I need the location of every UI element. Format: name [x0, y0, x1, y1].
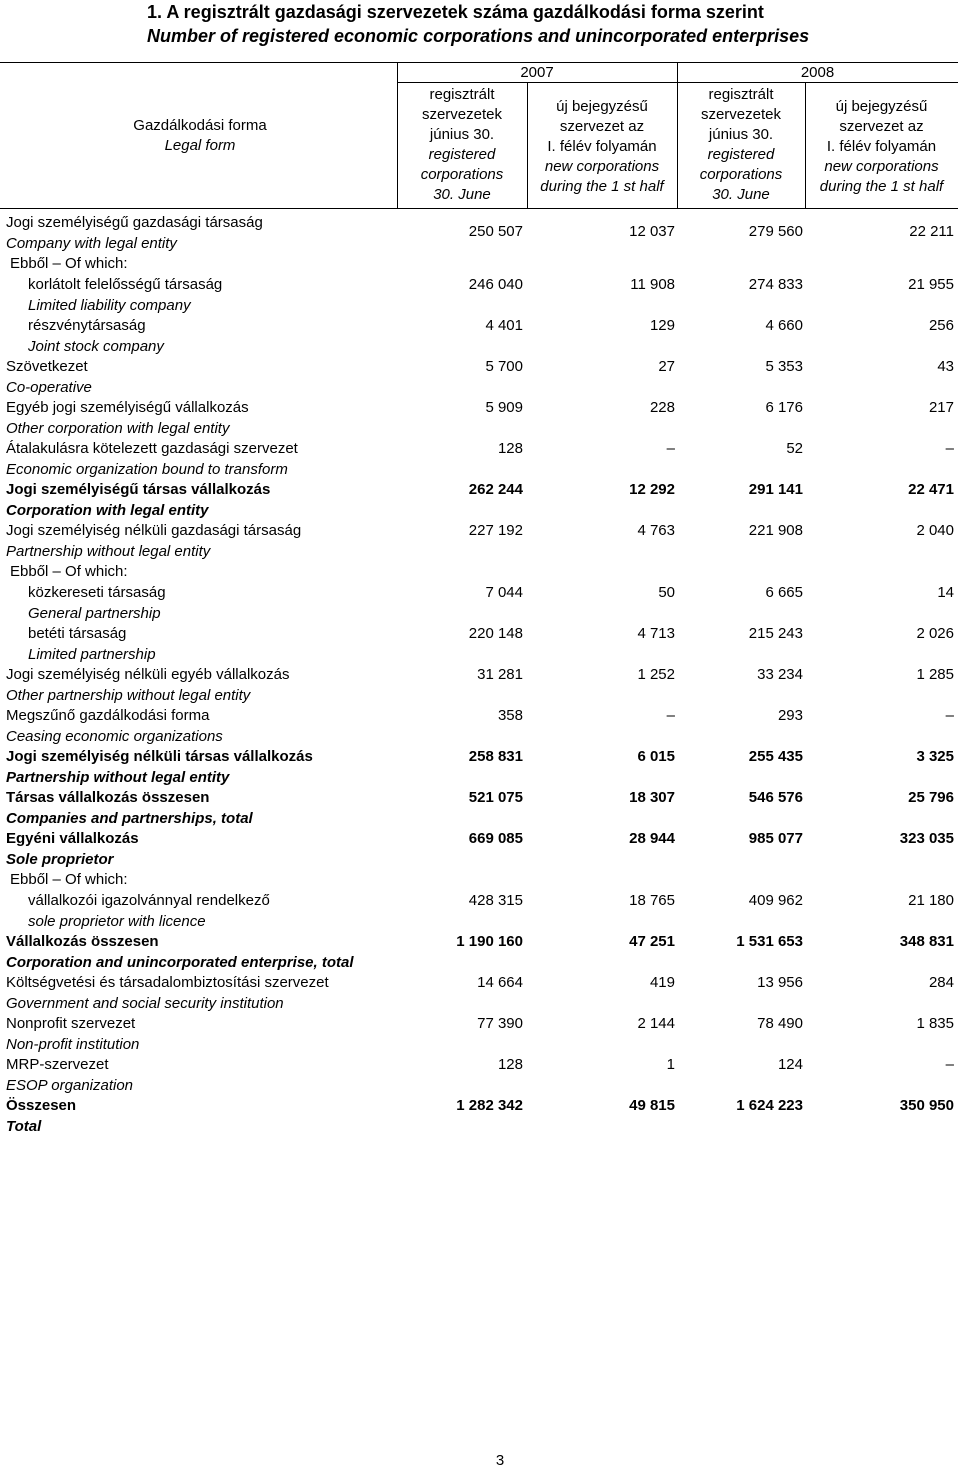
row-label: [6, 357, 92, 398]
year-2008: 2008: [800, 64, 835, 81]
cell-2008-new: 1 835: [916, 1015, 954, 1032]
hdr-line: szervezet az: [559, 118, 645, 135]
label-en: Total: [6, 1117, 42, 1135]
cell-2007-registered: 428 315: [468, 892, 523, 909]
label-hu: Átalakulásra kötelezett gazdasági szervezet: [6, 440, 298, 457]
row-label: [6, 1096, 76, 1137]
cell-2008-new: 43: [937, 358, 954, 375]
label-hu: Jogi személyiség nélküli egyéb vállalkozás: [6, 666, 290, 683]
cell-2007-registered: 521 075: [468, 789, 523, 806]
cell-2008-registered: 1 624 223: [736, 1097, 803, 1114]
row-label: [6, 891, 270, 932]
cell-2008-registered: 1 531 653: [736, 933, 803, 950]
cell-2008-registered: 221 908: [748, 522, 803, 539]
cell-2008-new: –: [945, 440, 954, 457]
cell-2007-new: 12 037: [629, 223, 675, 240]
cell-2008-new: –: [945, 707, 954, 724]
new-header-2008: [805, 97, 958, 197]
label-hu: részvénytársaság: [28, 317, 146, 334]
row-label: [6, 1055, 133, 1096]
cell-2007-registered: 31 281: [477, 666, 523, 683]
cell-2008-new: 2 026: [916, 625, 954, 642]
label-en: Limited partnership: [28, 645, 156, 663]
cell-2007-registered: 5 700: [485, 358, 523, 375]
label-hu: Ebből – Of which:: [10, 563, 128, 580]
cell-2008-new: 14: [937, 584, 954, 601]
cell-2007-new: 12 292: [629, 481, 675, 498]
cell-2008-registered: 274 833: [748, 276, 803, 293]
cell-2008-registered: 255 435: [748, 748, 803, 765]
cell-2008-new: 217: [928, 399, 954, 416]
hdr-line: registered: [428, 146, 496, 163]
label-hu: Szövetkezet: [6, 358, 88, 375]
cell-2008-registered: 5 353: [765, 358, 803, 375]
label-hu: Jogi személyiségű társas vállalkozás: [6, 481, 271, 498]
hdr-line: új bejegyzésű: [556, 98, 648, 115]
cell-2008-new: 323 035: [899, 830, 954, 847]
cell-2007-new: 2 144: [637, 1015, 675, 1032]
cell-2007-new: 1 252: [637, 666, 675, 683]
cell-2008-new: 25 796: [908, 789, 954, 806]
label-en: Other corporation with legal entity: [6, 419, 230, 437]
cell-2008-registered: 52: [786, 440, 803, 457]
label-en: Company with legal entity: [6, 234, 177, 252]
cell-2007-new: 4 713: [637, 625, 675, 642]
label-hu: Nonprofit szervezet: [6, 1015, 136, 1032]
label-hu: MRP-szervezet: [6, 1056, 109, 1073]
label-hu: korlátolt felelősségű társaság: [28, 276, 223, 293]
of-which-label: [10, 562, 128, 583]
cell-2008-new: 3 325: [916, 748, 954, 765]
label-hu: Ebből – Of which:: [10, 255, 128, 272]
label-en: Partnership without legal entity: [6, 768, 230, 786]
label-en: Other partnership without legal entity: [6, 686, 251, 704]
hdr-line: szervezet az: [839, 118, 924, 135]
row-label: [6, 932, 354, 973]
cell-2008-registered: 409 962: [748, 892, 803, 909]
cell-2007-new: –: [666, 707, 675, 724]
hdr-line: regisztrált: [429, 86, 495, 103]
hdr-line: corporations: [699, 166, 783, 183]
label-en: Non-profit institution: [6, 1035, 140, 1053]
cell-2007-registered: 14 664: [477, 974, 523, 991]
hdr-line: 30. June: [433, 186, 491, 203]
cell-2007-new: 28 944: [629, 830, 675, 847]
cell-2008-registered: 4 660: [765, 317, 803, 334]
cell-2008-new: 348 831: [899, 933, 954, 950]
cell-2008-new: 21 180: [908, 892, 954, 909]
cell-2007-registered: 220 148: [468, 625, 523, 642]
cell-2007-new: 419: [649, 974, 675, 991]
cell-2008-registered: 279 560: [748, 223, 803, 240]
hdr-line: registered: [707, 146, 775, 163]
cell-2007-new: 49 815: [629, 1097, 675, 1114]
row-label: [6, 665, 289, 706]
cell-2007-new: 11 908: [630, 276, 675, 293]
cell-2007-new: 4 763: [637, 522, 675, 539]
row-label: [6, 973, 329, 1014]
cell-2007-registered: 262 244: [468, 481, 523, 498]
cell-2007-registered: 246 040: [468, 276, 523, 293]
label-en: Sole proprietor: [6, 850, 114, 868]
row-label: [6, 213, 263, 254]
page-number: 3: [495, 1452, 505, 1469]
label-en: Corporation with legal entity: [6, 501, 209, 519]
cell-2008-new: 2 040: [916, 522, 954, 539]
cell-2008-registered: 215 243: [748, 625, 803, 642]
row-label: [6, 1014, 139, 1055]
label-en: Ceasing economic organizations: [6, 727, 223, 745]
label-en: Companies and partnerships, total: [6, 809, 253, 827]
label-hu: Vállalkozás összesen: [6, 933, 159, 950]
hdr-line: I. félév folyamán: [547, 138, 657, 155]
label-hu: Ebből – Of which:: [10, 871, 128, 888]
label-hu: Egyéni vállalkozás: [6, 830, 139, 847]
of-which-label: [10, 254, 128, 275]
label-hu: Társas vállalkozás összesen: [6, 789, 210, 806]
label-en: Partnership without legal entity: [6, 542, 211, 560]
label-hu: közkereseti társaság: [28, 584, 166, 601]
cell-2007-registered: 5 909: [485, 399, 523, 416]
row-label: [6, 275, 222, 316]
cell-2008-registered: 293: [777, 707, 803, 724]
cell-2007-registered: 77 390: [477, 1015, 523, 1032]
cell-2007-registered: 227 192: [468, 522, 523, 539]
label-en: Government and social security institution: [6, 994, 284, 1012]
hdr-line: regisztrált: [708, 86, 774, 103]
of-which-label: [10, 870, 128, 891]
label-hu: betéti társaság: [28, 625, 127, 642]
cell-2008-new: 256: [928, 317, 954, 334]
label-hu: Jogi személyiség nélküli társas vállalkozás: [6, 748, 313, 765]
label-hu: vállalkozói igazolvánnyal rendelkező: [28, 892, 270, 909]
cell-2008-new: 284: [928, 974, 954, 991]
cell-2008-registered: 291 141: [748, 481, 803, 498]
row-label: [6, 788, 253, 829]
cell-2007-new: 129: [649, 317, 675, 334]
cell-2007-new: 18 307: [629, 789, 675, 806]
label-en: Joint stock company: [28, 337, 164, 355]
row-label: [6, 398, 249, 439]
cell-2007-new: 27: [658, 358, 675, 375]
year-2007: 2007: [520, 64, 554, 81]
cell-2007-registered: 358: [497, 707, 523, 724]
hdr-line: június 30.: [429, 126, 495, 143]
cell-2007-new: 50: [658, 584, 675, 601]
label-en: Limited liability company: [28, 296, 191, 314]
cell-2007-registered: 258 831: [468, 748, 523, 765]
label-en: General partnership: [28, 604, 161, 622]
cell-2008-registered: 13 956: [757, 974, 803, 991]
label-hu: Költségvetési és társadalombiztosítási szervezet: [6, 974, 329, 991]
cell-2008-registered: 6 665: [765, 584, 803, 601]
cell-2007-registered: 1 190 160: [456, 933, 523, 950]
label-hu: Megszűnő gazdálkodási forma: [6, 707, 210, 724]
cell-2007-registered: 1 282 342: [456, 1097, 523, 1114]
cell-2008-new: 350 950: [899, 1097, 954, 1114]
label-hu: Összesen: [6, 1097, 77, 1114]
cell-2008-new: 21 955: [908, 276, 954, 293]
label-en: Corporation and unincorporated enterprise, total: [6, 953, 354, 971]
hdr-line: new corporations: [544, 158, 660, 175]
label-en: Co-operative: [6, 378, 92, 396]
hdr-line: during the 1 st half: [540, 178, 664, 195]
hdr-line: 30. June: [712, 186, 770, 203]
cell-2007-registered: 4 401: [485, 317, 523, 334]
cell-2008-registered: 546 576: [748, 789, 803, 806]
label-hu: Jogi személyiség nélküli gazdasági társaság: [6, 522, 302, 539]
row-label: [6, 706, 223, 747]
label-hu: Jogi személyiségű gazdasági társaság: [6, 214, 263, 231]
cell-2008-registered: 124: [777, 1056, 803, 1073]
cell-2007-new: 18 765: [629, 892, 675, 909]
cell-2008-registered: 33 234: [757, 666, 803, 683]
cell-2008-registered: 78 490: [757, 1015, 803, 1032]
hdr-line: I. félév folyamán: [826, 138, 937, 155]
cell-2007-registered: 128: [497, 440, 523, 457]
legal-form-header-hu: Gazdálkodási forma: [133, 117, 267, 134]
cell-2008-registered: 6 176: [765, 399, 803, 416]
hdr-line: during the 1 st half: [819, 178, 944, 195]
row-label: [6, 439, 298, 480]
cell-2007-new: 6 015: [637, 748, 675, 765]
cell-2007-registered: 7 044: [485, 584, 523, 601]
row-label: [6, 480, 270, 521]
row-label: [6, 747, 313, 788]
cell-2008-new: 22 471: [908, 481, 954, 498]
label-hu: Egyéb jogi személyiségű vállalkozás: [6, 399, 249, 416]
cell-2007-new: 1: [666, 1056, 675, 1073]
cell-2007-registered: 128: [497, 1056, 523, 1073]
row-label: [6, 316, 164, 357]
row-label: [6, 829, 139, 870]
hdr-line: június 30.: [708, 126, 774, 143]
row-label: [6, 583, 166, 624]
label-en: sole proprietor with licence: [28, 912, 206, 930]
header-bottom-rule: [0, 208, 958, 209]
cell-2008-new: –: [945, 1056, 954, 1073]
title-hungarian: 1. A regisztrált gazdasági szervezetek száma gazdálkodási forma szerint: [147, 2, 764, 22]
cell-2007-new: 228: [649, 399, 675, 416]
label-en: Economic organization bound to transform: [6, 460, 288, 478]
hdr-line: corporations: [420, 166, 504, 183]
cell-2007-registered: 250 507: [468, 223, 523, 240]
cell-2008-registered: 985 077: [748, 830, 803, 847]
hdr-line: new corporations: [824, 158, 939, 175]
cell-2007-new: 47 251: [629, 933, 675, 950]
registered-header-2008: [677, 85, 805, 205]
hdr-line: szervezetek: [700, 106, 782, 123]
label-en: ESOP organization: [6, 1076, 134, 1094]
row-label: [6, 521, 301, 562]
legal-form-header-en: Legal form: [164, 137, 236, 154]
legal-form-header: [100, 116, 300, 156]
cell-2007-registered: 669 085: [468, 830, 523, 847]
cell-2007-new: –: [666, 440, 675, 457]
title-english: Number of registered economic corporations and unincorporated enterprises: [147, 26, 810, 46]
hdr-line: új bejegyzésű: [835, 98, 928, 115]
cell-2008-new: 1 285: [916, 666, 954, 683]
registered-header-2007: [397, 85, 527, 205]
new-header-2007: [527, 97, 677, 197]
hdr-line: szervezetek: [421, 106, 503, 123]
cell-2008-new: 22 211: [909, 223, 954, 240]
row-label: [6, 624, 156, 665]
